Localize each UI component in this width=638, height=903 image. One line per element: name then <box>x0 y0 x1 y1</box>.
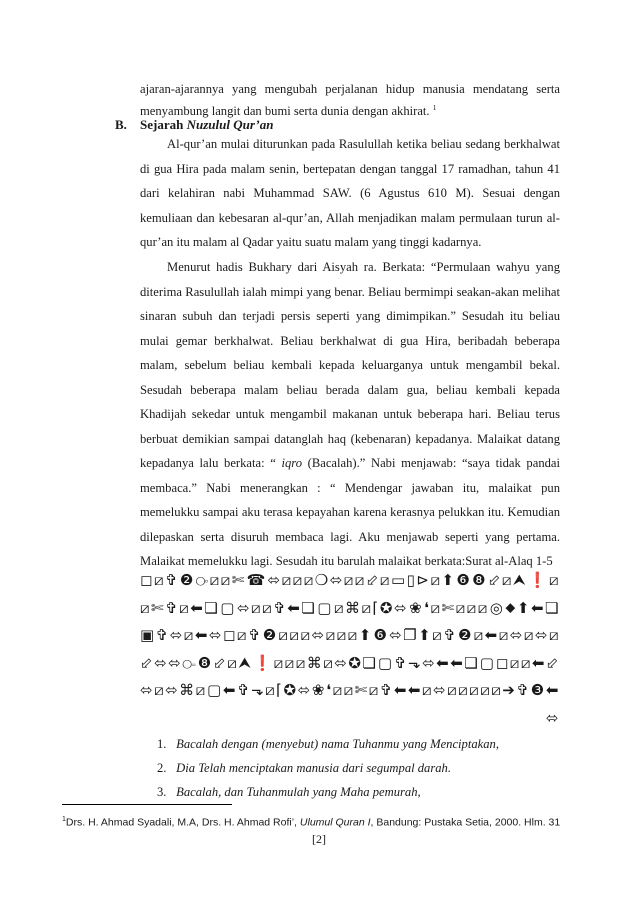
iqro-word: iqro <box>281 456 302 470</box>
section-title: Sejarah <box>140 117 187 132</box>
section-heading <box>115 117 273 133</box>
footnote-divider <box>62 804 232 805</box>
paragraph-2-part-a: Menurut hadis Bukhary dari Aisyah ra. Berkata: “Permulaan wahyu yang diterima Rasulullah ialah mimpi yang benar. Beliau bermimpi seakan-akan melihat sinaran subuh dan terjadi persis seperti yang dimimpikan.” Sesudah itu beliau mulai gemar berkhalwat. Beliau berkhalwat di gua Hira, beribadah beberapa malam, sebelum beliau kembali kepada keluarganya untuk mengambil bekal. Sesudah beberapa malam beliau berada dalam gua, beliau kembali kepada Khadijah sekedar untuk mengambil makanan untuk beberapa hari. Beliau terus berbuat demikian sampai datanglah haq (kebenaran) kepadanya. Malaikat datang kepadanya lalu berkata: “ <box>140 260 560 470</box>
paragraph-1: Al-qur’an mulai diturunkan pada Rasulullah ketika beliau sedang berkhalwat di gua Hira pada malam senin, bertepatan dengan tanggal 17 ramadhan, tahun 41 dari kelahiran nabi Muhammad SAW. (6 Agustus 610 M). Sesuai dengan kemuliaan dan kebesaran al-qur’an, Allah menjadikan malam permulaan turun al-qur’an itu malam al Qadar yaitu suatu malam yang tinggi kadarnya. <box>140 137 560 249</box>
footnote: $^1$Drs. H. Ahmad Syadali, M.A, Drs. H. Ahmad Rofi’, Ulumul Quran I, Bandung: Pustaka Setia, 2000. Hlm. 31 <box>62 816 561 829</box>
list-item: 3. Bacalah, dan Tuhanmulah yang Maha pemurah, <box>157 785 421 799</box>
list-item: 1. Bacalah dengan (menyebut) nama Tuhanmu yang Menciptakan, <box>157 737 499 751</box>
continuation-paragraph <box>140 78 560 122</box>
section-title-italic: Nuzulul Qur’an <box>186 117 274 132</box>
list-item: 2. Dia Telah menciptakan manusia dari segumpal darah. <box>157 761 451 775</box>
paragraph-2-part-b: (Bacalah).” Nabi menjawab: “saya tidak pandai membaca.” Nabi menerangkan : “ Mendengar jawaban itu, malaikat pun memelukku sampai aku terasa kepayahan karena kerasnya pelukkan itu. Kemudian dilepaskan serta disuruh membaca lagi. Aku menjawab seperti yang pertama. Malaikat memelukku lagi. Sesudah itu barulah malaikat berkata:Surat al-Alaq 1-5 <box>140 456 561 568</box>
section-label: B. <box>115 117 127 132</box>
verse-translation-list <box>157 732 499 804</box>
paragraph-2 <box>140 255 560 574</box>
arabic-verse-block: ◻⧄✞❷⧂⧄⧄✄☎⬄⧄⧄⧄❍⬄⧄⧄⬃⧄▭▯⊳⧄⬆❻❽⬃⧄⮝❗⧄⧄✄✞⧄⬅❏▢⬄⧄⧄✞⬅❏▢⧄⌘⧄⌈✪⬄❀❛⧄✄⧄⧄⧄◎⬥⬆⬅❏▣✞⬄⧄⬅⬄◻⧄✞❷⧄⧄⧄⬄⧄⧄⧄⬆❻⬄❐⬆⧄✞❷⧄⬅⧄⬄⧄⬄⧄⬃⬄⬄⧃❽⬃⧄⮝❗⧄⧄⧄⌘⧄⬄✪❏▢✞⬎⬄⬅⬅❏▢◻⧄⧄⬅⬃⬄⧄⬄⌘⧄▢⬅✞⬎⧄⌈✪⬄❀❛⧄⧄✄⧄✞⬅⬅⧄⬄⧄⧄⧄⧄⧄➔✞❸⬅⬄ <box>140 571 560 727</box>
continuation-text: ajaran-ajarannya yang mengubah perjalanan hidup manusia mendatang serta menyambung langit dan bumi serta dunia dengan akhirat. <box>140 82 560 118</box>
page-number: [2] <box>312 832 326 846</box>
footnote-ref: 1 <box>432 102 437 112</box>
